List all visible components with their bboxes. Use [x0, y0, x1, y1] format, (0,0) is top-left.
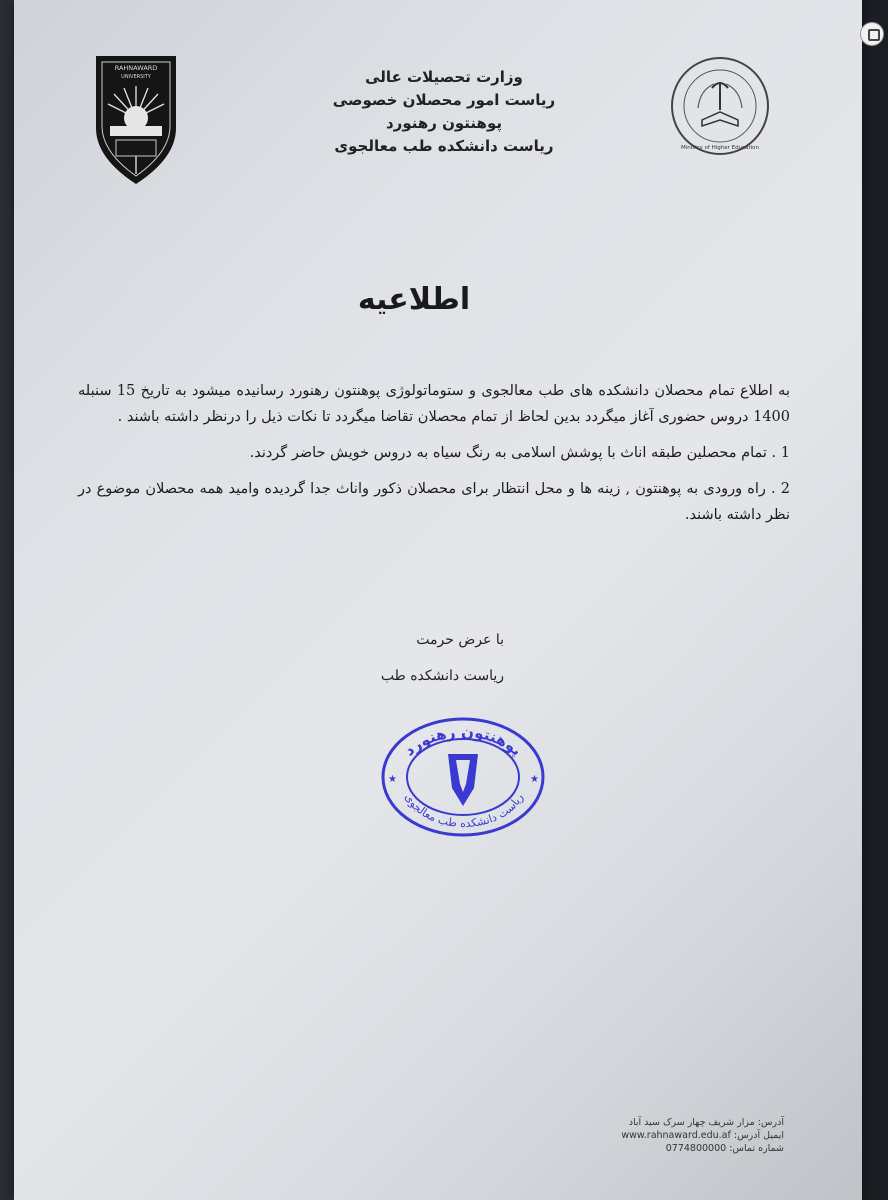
closing-greeting: با عرض حرمت — [416, 632, 504, 648]
stamp-star-icon: ★ — [388, 774, 397, 785]
closing-signature — [344, 622, 504, 694]
notice-body — [78, 378, 790, 528]
page-footer — [574, 1116, 784, 1155]
logo-top-text: RAHNAWARD — [114, 64, 158, 72]
footer-phone: 0774800000 — [665, 1143, 727, 1154]
ministry-seal-logo — [668, 54, 772, 158]
intro-paragraph: به اطلاع تمام محصلان دانشکده های طب معالجوی و ستوماتولوژی پوهنتون رهنورد رسانیده میشود به تاریخ 15 سنبله 1400 دروس حضوری آغاز میگردد بدین لحاظ از تمام محصلان تقاضا میگردد تا نکات ذیل را درنظر داشته باشند . — [78, 383, 790, 425]
header-ministry: وزارت تحصیلات عالی — [365, 68, 523, 86]
expand-icon[interactable] — [860, 22, 884, 46]
list-item-1: 1 . تمام محصلین طبقه اناث با پوشش اسلامی به رنگ سیاه به دروس خویش حاضر گردند. — [249, 445, 790, 461]
document-page — [14, 0, 862, 1200]
stamp-star-icon: ★ — [530, 774, 539, 785]
notice-title: اطلاعیه — [357, 282, 471, 317]
official-stamp — [378, 714, 548, 840]
header-directorate: ریاست امور محصلان خصوصی — [332, 91, 556, 109]
footer-email-label: ایمیل آدرس: — [733, 1130, 784, 1141]
header-faculty: ریاست دانشکده طب معالجوی — [334, 137, 554, 155]
footer-email-row — [574, 1129, 784, 1142]
logo-bottom-text: UNIVERSITY — [121, 74, 151, 80]
list-item-2: 2 . راه ورودی به پوهنتون , زینه ها و محل انتظار برای محصلان ذکور واناث جدا گردیده وامید همه محصلان موضوع در نظر داشته باشند. — [78, 481, 790, 523]
stamp-bottom-text: ریاست دانشکده طب معالجوی — [402, 791, 526, 830]
stamp-top-text: پوهنتون رهنورد — [400, 722, 526, 760]
rahnaward-university-logo — [90, 48, 182, 188]
closing-sender: ریاست دانشکده طب — [380, 668, 504, 684]
footer-phone-label: شماره تماس: — [729, 1143, 784, 1154]
footer-website: www.rahnaward.edu.af — [621, 1130, 731, 1141]
footer-address: آدرس: مزار شریف چهار سرک سید آباد — [628, 1117, 784, 1128]
header-university: پوهنتون رهنورد — [385, 114, 502, 132]
footer-phone-row — [574, 1142, 784, 1155]
seal-caption: Ministry of Higher Education — [680, 145, 760, 151]
letterhead — [264, 66, 624, 158]
